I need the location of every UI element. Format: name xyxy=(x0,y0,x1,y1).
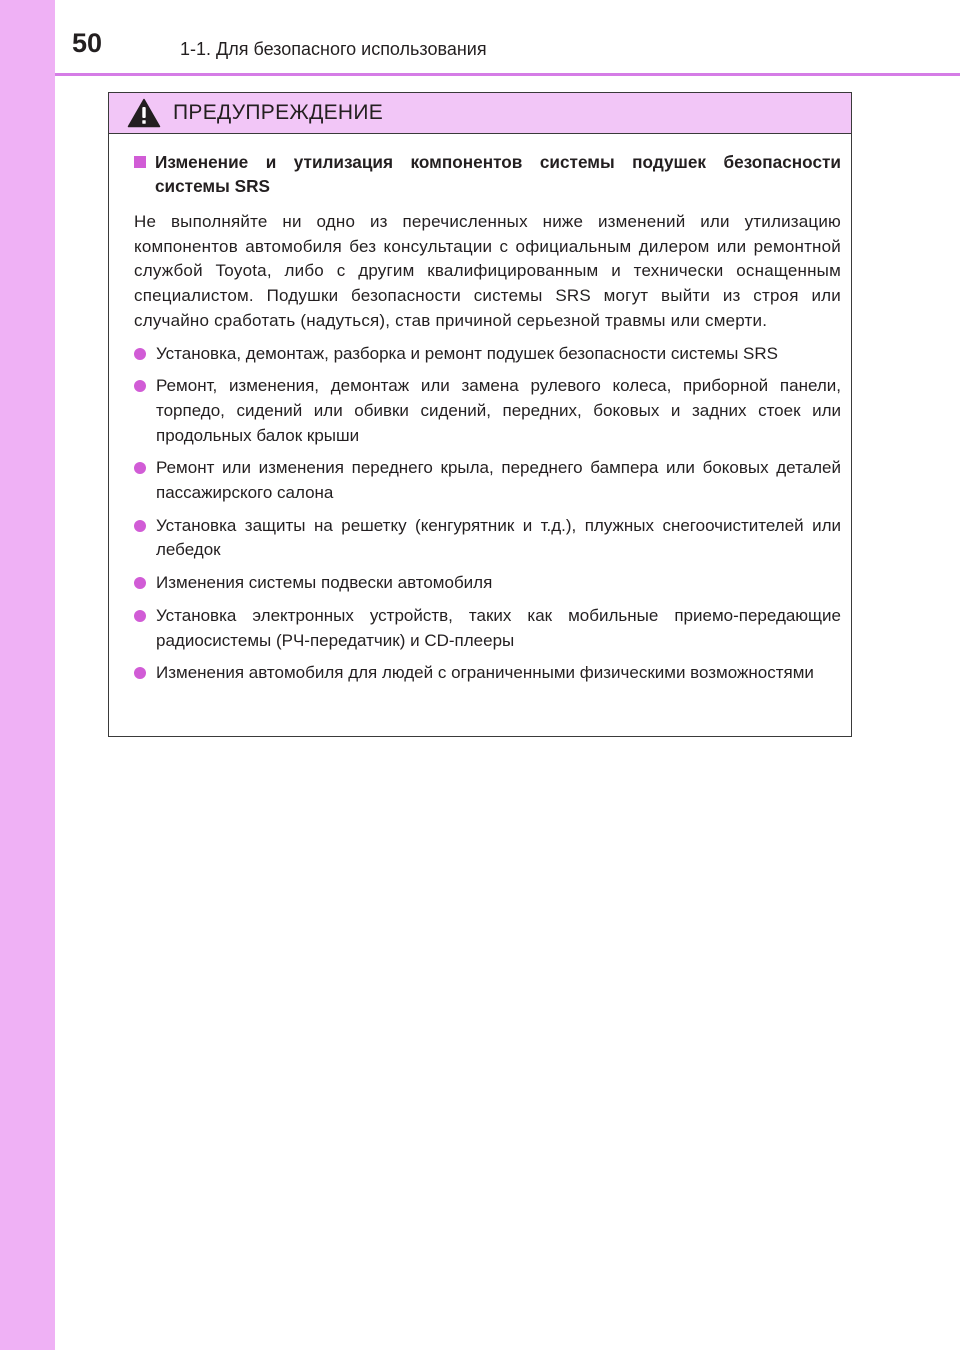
list-item xyxy=(134,514,841,563)
warning-paragraph: Не выполняйте ни одно из перечисленных ниже изменений или утилизацию компонентов автомобиля без консультации с официальным дилером или ремонтной службой Toyota, либо с другим квалифицированным и технически оснащенным специалистом. Подушки безопасности системы SRS могут выйти из строя или случайно сработать (надуться), став причиной серьезной травмы или смерти. xyxy=(134,212,841,330)
warning-header xyxy=(109,93,851,134)
list-item-text: Установка электронных устройств, таких как мобильные приемо-передающие радиосистемы (РЧ-передатчик) и CD-плееры xyxy=(156,605,841,650)
side-color-strip xyxy=(0,0,55,1350)
list-item xyxy=(134,661,841,686)
list-item xyxy=(134,456,841,505)
warning-triangle-icon xyxy=(127,98,161,128)
list-item-text: Установка, демонтаж, разборка и ремонт подушек безопасности системы SRS xyxy=(156,343,778,363)
list-item-text: Установка защиты на решетку (кенгурятник и т.д.), плужных снегоочистителей или лебедок xyxy=(156,515,841,560)
page-number: 50 xyxy=(72,28,103,58)
square-bullet-icon xyxy=(134,156,146,168)
list-item xyxy=(134,571,841,596)
warning-list xyxy=(134,342,841,686)
bullet-dot-icon xyxy=(134,348,146,360)
list-item-text: Ремонт, изменения, демонтаж или замена рулевого колеса, приборной панели, торпедо, сидений или обивки сидений, передних, боковых и задних стоек или продольных балок крыши xyxy=(156,376,841,445)
bullet-dot-icon xyxy=(134,610,146,622)
warning-title: ПРЕДУПРЕЖДЕНИЕ xyxy=(173,101,384,124)
warning-box xyxy=(108,92,852,737)
list-item xyxy=(134,374,841,448)
section-title: 1-1. Для безопасного использования xyxy=(180,39,487,59)
list-item-text: Ремонт или изменения переднего крыла, переднего бампера или боковых деталей пассажирского салона xyxy=(156,458,841,503)
warning-heading-text: Изменение и утилизация компонентов системы подушек безопасности системы SRS xyxy=(155,152,841,196)
warning-heading xyxy=(134,150,841,198)
header-divider xyxy=(55,73,960,76)
bullet-dot-icon xyxy=(134,462,146,474)
bullet-dot-icon xyxy=(134,520,146,532)
list-item-text: Изменения системы подвески автомобиля xyxy=(156,573,493,593)
list-item xyxy=(134,342,841,367)
list-item-text: Изменения автомобиля для людей с ограниченными физическими возможностями xyxy=(156,663,814,683)
bullet-dot-icon xyxy=(134,667,146,679)
bullet-dot-icon xyxy=(134,380,146,392)
list-item xyxy=(134,604,841,653)
warning-body xyxy=(109,134,851,686)
bullet-dot-icon xyxy=(134,577,146,589)
